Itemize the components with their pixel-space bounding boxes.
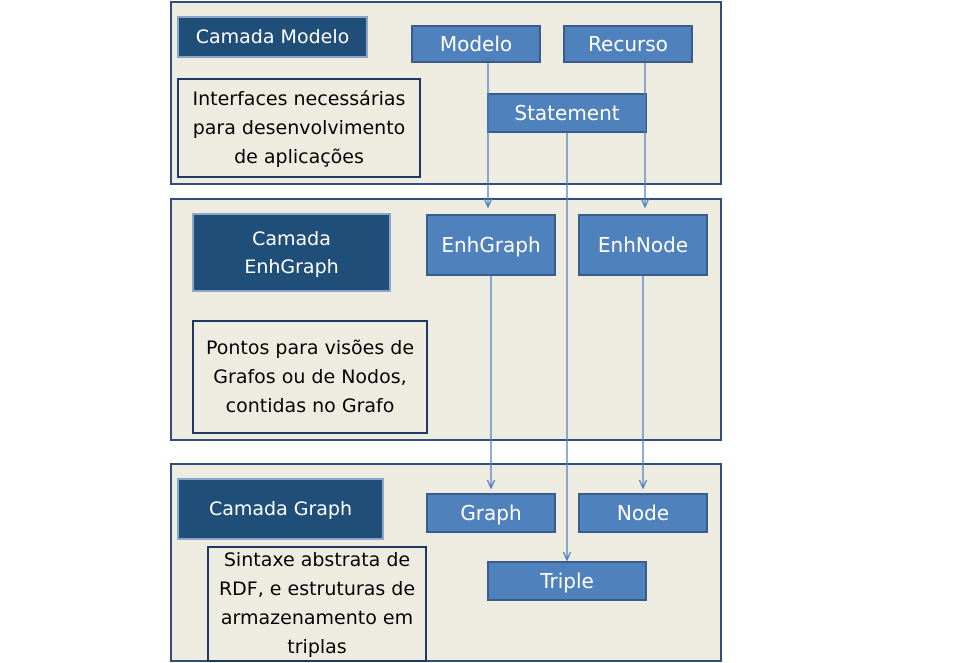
node-graph[interactable]: Graph bbox=[426, 493, 556, 533]
node-enhgraph[interactable]: EnhGraph bbox=[426, 214, 556, 276]
layer-modelo-title: Camada Modelo bbox=[177, 16, 368, 58]
node-modelo[interactable]: Modelo bbox=[411, 25, 541, 63]
layer-graph-description: Sintaxe abstrata de RDF, e estruturas de armazenamento em triplas bbox=[207, 546, 427, 662]
layer-enhgraph-title: Camada EnhGraph bbox=[192, 213, 391, 292]
layer-graph-title: Camada Graph bbox=[177, 478, 384, 540]
node-triple[interactable]: Triple bbox=[487, 561, 647, 601]
node-enhnode[interactable]: EnhNode bbox=[578, 214, 708, 276]
node-recurso[interactable]: Recurso bbox=[563, 25, 693, 63]
node-node[interactable]: Node bbox=[578, 493, 708, 533]
node-statement[interactable]: Statement bbox=[487, 93, 647, 133]
layer-modelo-description: Interfaces necessárias para desenvolvimento de aplicações bbox=[177, 78, 421, 178]
layer-enhgraph-description: Pontos para visões de Grafos ou de Nodos, contidas no Grafo bbox=[192, 320, 428, 434]
